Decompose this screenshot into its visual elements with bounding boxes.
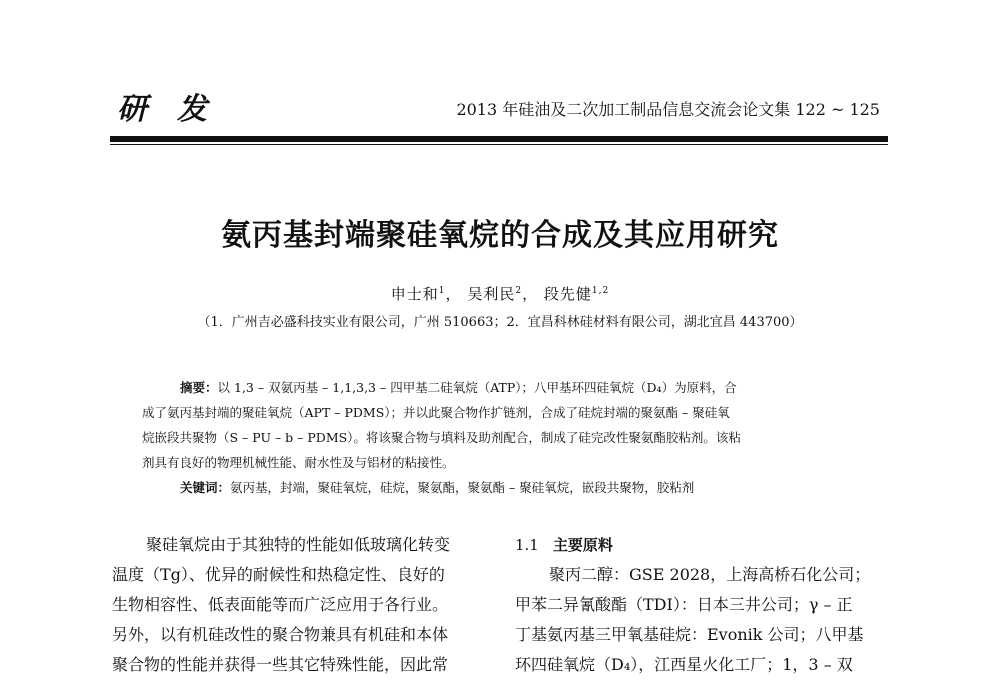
body-line: 聚合物的性能并获得一些其它特殊性能，因此常	[112, 655, 449, 674]
keywords-text: 氨丙基，封端，聚硅氧烷，硅烷，聚氨酯，聚氨酯 – 聚硅氧烷，嵌段共聚物，胶粘剂	[230, 480, 695, 495]
abstract-line: 成了氨丙基封端的聚硅氧烷（APT – PDMS）；并以此聚合物作扩链剂，合成了硅烷封端的聚氨酯 – 聚硅氧	[142, 405, 730, 420]
abstract-line: 以 1,3 – 双氨丙基 – 1,1,3,3 – 四甲基二硅氧烷（ATP）；八甲基环四硅氧烷（D₄）为原料，合	[217, 380, 737, 395]
body-line: 聚丙二醇：GSE 2028，上海高桥石化公司；	[549, 565, 871, 584]
author-affil-mark: 1,2	[591, 286, 610, 296]
header-rule-thin	[110, 144, 888, 145]
section-number: 1.1	[515, 536, 539, 554]
body-column-left	[112, 530, 484, 680]
header-rule-thick	[110, 136, 888, 142]
body-line: 生物相容性、低表面能等而广泛应用于各行业。	[112, 595, 449, 614]
author-name: 申士和	[390, 285, 439, 303]
author-name: 段先健	[543, 285, 592, 303]
header-section-char: 发	[177, 92, 237, 127]
keywords-label: 关键词：	[180, 480, 231, 495]
author-name: 吴利民	[467, 285, 516, 303]
abstract-line: 烷嵌段共聚物（S – PU – b – PDMS）。将该聚合物与填料及助剂配合，制成了硅完改性聚氨酯胶粘剂。该粘	[142, 430, 741, 445]
affiliations: （1．广州吉必盛科技实业有限公司，广州 510663；2．宜昌科林硅材料有限公司，湖北宜昌 443700）	[197, 315, 803, 330]
body-line: 温度（Tg）、优异的耐候性和热稳定性、良好的	[112, 565, 445, 584]
keywords	[180, 478, 880, 496]
author-separator: ，	[445, 285, 462, 303]
author-separator: ，	[522, 285, 539, 303]
journal-citation: 2013 年硅油及二次加工制品信息交流会论文集 122 ~ 125	[456, 100, 880, 119]
abstract-label: 摘要：	[180, 380, 218, 395]
body-line: 聚硅氧烷由于其独特的性能如低玻璃化转变	[146, 535, 451, 554]
header-section-label	[117, 84, 237, 128]
section-heading	[515, 530, 887, 560]
paper-title: 氨丙基封端聚硅氧烷的合成及其应用研究	[221, 218, 779, 253]
body-line: 丁基氨丙基三甲氧基硅烷：Evonik 公司；八甲基	[515, 625, 864, 644]
abstract-line: 剂具有良好的物理机械性能、耐水性及与铝材的粘接性。	[142, 455, 455, 470]
body-line: 另外，以有机硅改性的聚合物兼具有机硅和本体	[112, 625, 449, 644]
abstract	[142, 375, 858, 475]
body-line: 甲苯二异氰酸酯（TDI）：日本三井公司；γ – 正	[515, 595, 853, 614]
body-line: 环四硅氧烷（D₄），江西星火化工厂；1，3 – 双	[515, 655, 853, 674]
section-title: 主要原料	[552, 536, 613, 554]
author-affil-mark: 1	[438, 286, 446, 296]
header-section-char: 研	[117, 92, 177, 127]
author-list	[0, 283, 1000, 304]
author-affil-mark: 2	[515, 286, 523, 296]
body-column-right	[515, 530, 887, 680]
